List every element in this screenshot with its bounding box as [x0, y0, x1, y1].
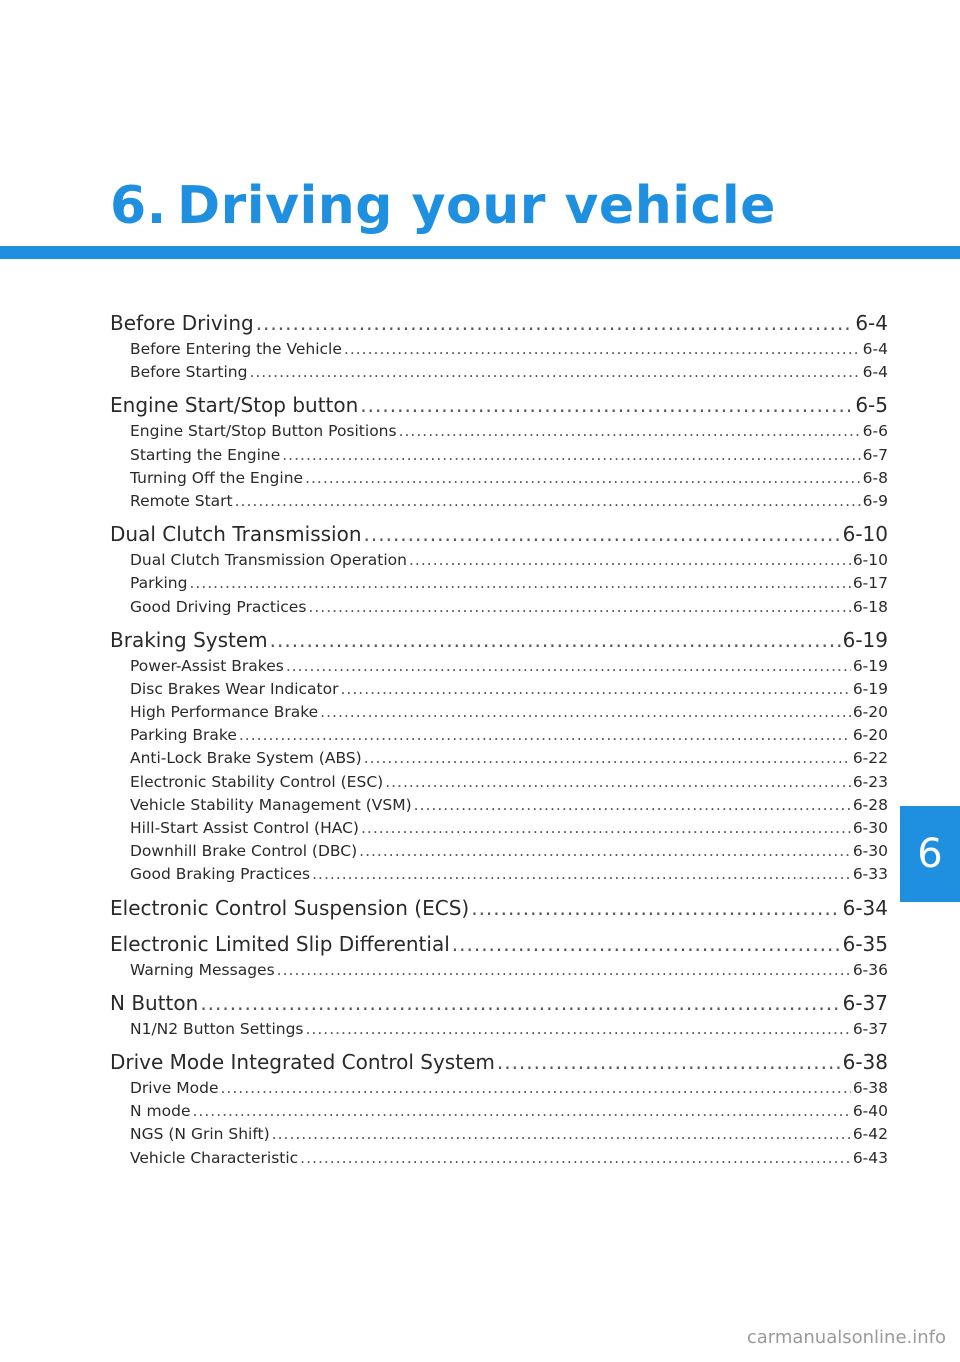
toc-dot-leader [359, 840, 851, 863]
toc-section-entry[interactable] [110, 625, 888, 655]
toc-dot-leader [497, 1047, 841, 1077]
toc-section-entry[interactable] [110, 308, 888, 338]
toc-subsection-entry[interactable] [110, 1147, 888, 1170]
toc-entry-label: Before Starting [130, 363, 248, 382]
toc-entry-label: Engine Start/Stop Button Positions [130, 422, 397, 441]
toc-dot-leader [344, 338, 861, 361]
toc-entry-label: Remote Start [130, 491, 233, 510]
toc-entry-label: NGS (N Grin Shift) [130, 1125, 270, 1144]
toc-dot-leader [340, 678, 850, 701]
toc-entry-label: Downhill Brake Control (DBC) [130, 842, 358, 861]
toc-dot-leader [282, 444, 860, 467]
toc-dot-leader [272, 1123, 851, 1146]
toc-entry-page: 6-9 [862, 491, 888, 510]
toc-dot-leader [270, 625, 841, 655]
toc-entry-page: 6-4 [862, 363, 888, 382]
toc-entry-page: 6-23 [852, 772, 888, 791]
toc-entry-page: 6-7 [862, 445, 888, 464]
toc-entry-page: 6-40 [852, 1102, 888, 1121]
toc-entry-label: N Button [110, 990, 199, 1015]
toc-entry-page: 6-38 [852, 1078, 888, 1097]
toc-entry-page: 6-20 [852, 703, 888, 722]
toc-entry-page: 6-37 [842, 990, 888, 1015]
toc-subsection-entry[interactable] [110, 444, 888, 467]
toc-dot-leader [200, 988, 840, 1018]
toc-subsection-entry[interactable] [110, 1123, 888, 1146]
toc-dot-leader [308, 596, 850, 619]
toc-dot-leader [360, 390, 853, 420]
toc-entry-page: 6-20 [852, 726, 888, 745]
toc-entry-page: 6-22 [852, 749, 888, 768]
toc-dot-leader [471, 893, 840, 923]
toc-entry-page: 6-6 [862, 422, 888, 441]
toc-subsection-entry[interactable] [110, 747, 888, 770]
toc-dot-leader [414, 794, 851, 817]
toc-section-entry[interactable] [110, 929, 888, 959]
toc-dot-leader [320, 701, 851, 724]
toc-section-entry[interactable] [110, 893, 888, 923]
toc-subsection-entry[interactable] [110, 490, 888, 513]
toc-entry-page: 6-19 [852, 656, 888, 675]
toc-section-entry[interactable] [110, 1047, 888, 1077]
toc-entry-label: Good Braking Practices [130, 865, 311, 884]
toc-entry-label: Warning Messages [130, 960, 275, 979]
toc-entry-label: Parking [130, 574, 188, 593]
toc-dot-leader [399, 420, 861, 443]
toc-entry-page: 6-8 [862, 468, 888, 487]
toc-entry-label: Engine Start/Stop button [110, 393, 359, 418]
toc-dot-leader [220, 1077, 850, 1100]
toc-dot-leader [286, 655, 851, 678]
toc-entry-page: 6-5 [855, 393, 888, 418]
toc-entry-page: 6-18 [852, 597, 888, 616]
toc-entry-label: Vehicle Characteristic [130, 1148, 299, 1167]
toc-section-entry[interactable] [110, 519, 888, 549]
chapter-number: 6. [110, 176, 167, 236]
toc-subsection-entry[interactable] [110, 678, 888, 701]
toc-dot-leader [300, 1147, 851, 1170]
toc-subsection-entry[interactable] [110, 361, 888, 384]
toc-dot-leader [364, 519, 841, 549]
toc-entry-page: 6-34 [842, 895, 888, 920]
toc-entry-page: 6-37 [852, 1019, 888, 1038]
toc-subsection-entry[interactable] [110, 1018, 888, 1041]
toc-entry-page: 6-30 [852, 842, 888, 861]
toc-entry-page: 6-36 [852, 960, 888, 979]
toc-subsection-entry[interactable] [110, 549, 888, 572]
toc-entry-label: Vehicle Stability Management (VSM) [130, 795, 412, 814]
toc-dot-leader [305, 1018, 850, 1041]
toc-subsection-entry[interactable] [110, 572, 888, 595]
toc-dot-leader [235, 490, 861, 513]
toc-entry-label: Drive Mode [130, 1078, 219, 1097]
toc-entry-page: 6-42 [852, 1125, 888, 1144]
toc-entry-page: 6-4 [862, 340, 888, 358]
toc-entry-page: 6-10 [842, 522, 888, 547]
toc-entry-label: Power-Assist Brakes [130, 656, 284, 675]
toc-subsection-entry[interactable] [110, 817, 888, 840]
toc-dot-leader [385, 771, 851, 794]
toc-subsection-entry[interactable] [110, 467, 888, 490]
toc-subsection-entry[interactable] [110, 420, 888, 443]
toc-dot-leader [189, 572, 850, 595]
toc-dot-leader [239, 724, 851, 747]
toc-entry-label: Dual Clutch Transmission [110, 522, 362, 547]
toc-entry-page: 6-43 [852, 1148, 888, 1167]
toc-entry-page: 6-4 [855, 311, 888, 335]
toc-entry-label: Before Driving [110, 311, 254, 335]
toc-subsection-entry[interactable] [110, 724, 888, 747]
toc-entry-label: Good Driving Practices [130, 597, 307, 616]
toc-dot-leader [256, 308, 854, 338]
toc-entry-page: 6-19 [852, 679, 888, 698]
toc-subsection-entry[interactable] [110, 771, 888, 794]
toc-entry-label: Disc Brakes Wear Indicator [130, 679, 339, 698]
toc-entry-page: 6-30 [852, 819, 888, 837]
toc-entry-page: 6-19 [842, 627, 888, 652]
toc-entry-label: Parking Brake [130, 726, 237, 745]
toc-entry-label: Electronic Control Suspension (ECS) [110, 895, 470, 920]
toc-dot-leader [409, 549, 851, 572]
toc-subsection-entry[interactable] [110, 840, 888, 863]
toc-entry-label: N mode [130, 1102, 191, 1121]
watermark: carmanualsonline.info [746, 1327, 946, 1348]
toc-subsection-entry[interactable] [110, 701, 888, 724]
toc-entry-page: 6-17 [852, 574, 888, 593]
toc-entry-label: Hill-Start Assist Control (HAC) [130, 819, 359, 837]
toc-dot-leader [277, 959, 851, 982]
toc-entry-label: Dual Clutch Transmission Operation [130, 551, 407, 570]
toc-entry-label: Starting the Engine [130, 445, 281, 464]
toc-entry-label: Drive Mode Integrated Control System [110, 1049, 495, 1074]
toc-dot-leader [312, 863, 851, 886]
toc-dot-leader [452, 929, 841, 959]
toc-subsection-entry[interactable] [110, 596, 888, 619]
toc-subsection-entry[interactable] [110, 1077, 888, 1100]
chapter-tab[interactable]: 6 [900, 806, 960, 902]
toc-subsection-entry[interactable] [110, 338, 888, 361]
chapter-name: Driving your vehicle [176, 176, 776, 236]
toc-entry-page: 6-38 [842, 1049, 888, 1074]
toc-entry-label: N1/N2 Button Settings [130, 1019, 304, 1038]
toc-entry-label: Turning Off the Engine [130, 468, 304, 487]
toc-subsection-entry[interactable] [110, 655, 888, 678]
toc-section-entry[interactable] [110, 390, 888, 420]
toc-entry-label: Anti-Lock Brake System (ABS) [130, 749, 362, 768]
toc-dot-leader [192, 1100, 850, 1123]
toc-dot-leader [361, 817, 851, 840]
toc-subsection-entry[interactable] [110, 794, 888, 817]
toc-entry-label: Electronic Limited Slip Differential [110, 931, 450, 956]
toc-entry-page: 6-28 [852, 795, 888, 814]
table-of-contents [110, 308, 888, 1170]
title-rule [0, 246, 960, 259]
toc-entry-page: 6-33 [852, 865, 888, 884]
toc-subsection-entry[interactable] [110, 1100, 888, 1123]
toc-entry-label: Braking System [110, 627, 268, 652]
toc-subsection-entry[interactable] [110, 863, 888, 886]
toc-entry-label: Electronic Stability Control (ESC) [130, 772, 384, 791]
toc-entry-page: 6-35 [842, 931, 888, 956]
toc-dot-leader [305, 467, 861, 490]
toc-entry-label: Before Entering the Vehicle [130, 340, 342, 358]
toc-dot-leader [364, 747, 851, 770]
chapter-title [110, 176, 776, 236]
toc-section-entry[interactable] [110, 988, 888, 1018]
toc-entry-label: High Performance Brake [130, 703, 319, 722]
toc-subsection-entry[interactable] [110, 959, 888, 982]
toc-entry-page: 6-10 [852, 551, 888, 570]
toc-dot-leader [249, 361, 860, 384]
